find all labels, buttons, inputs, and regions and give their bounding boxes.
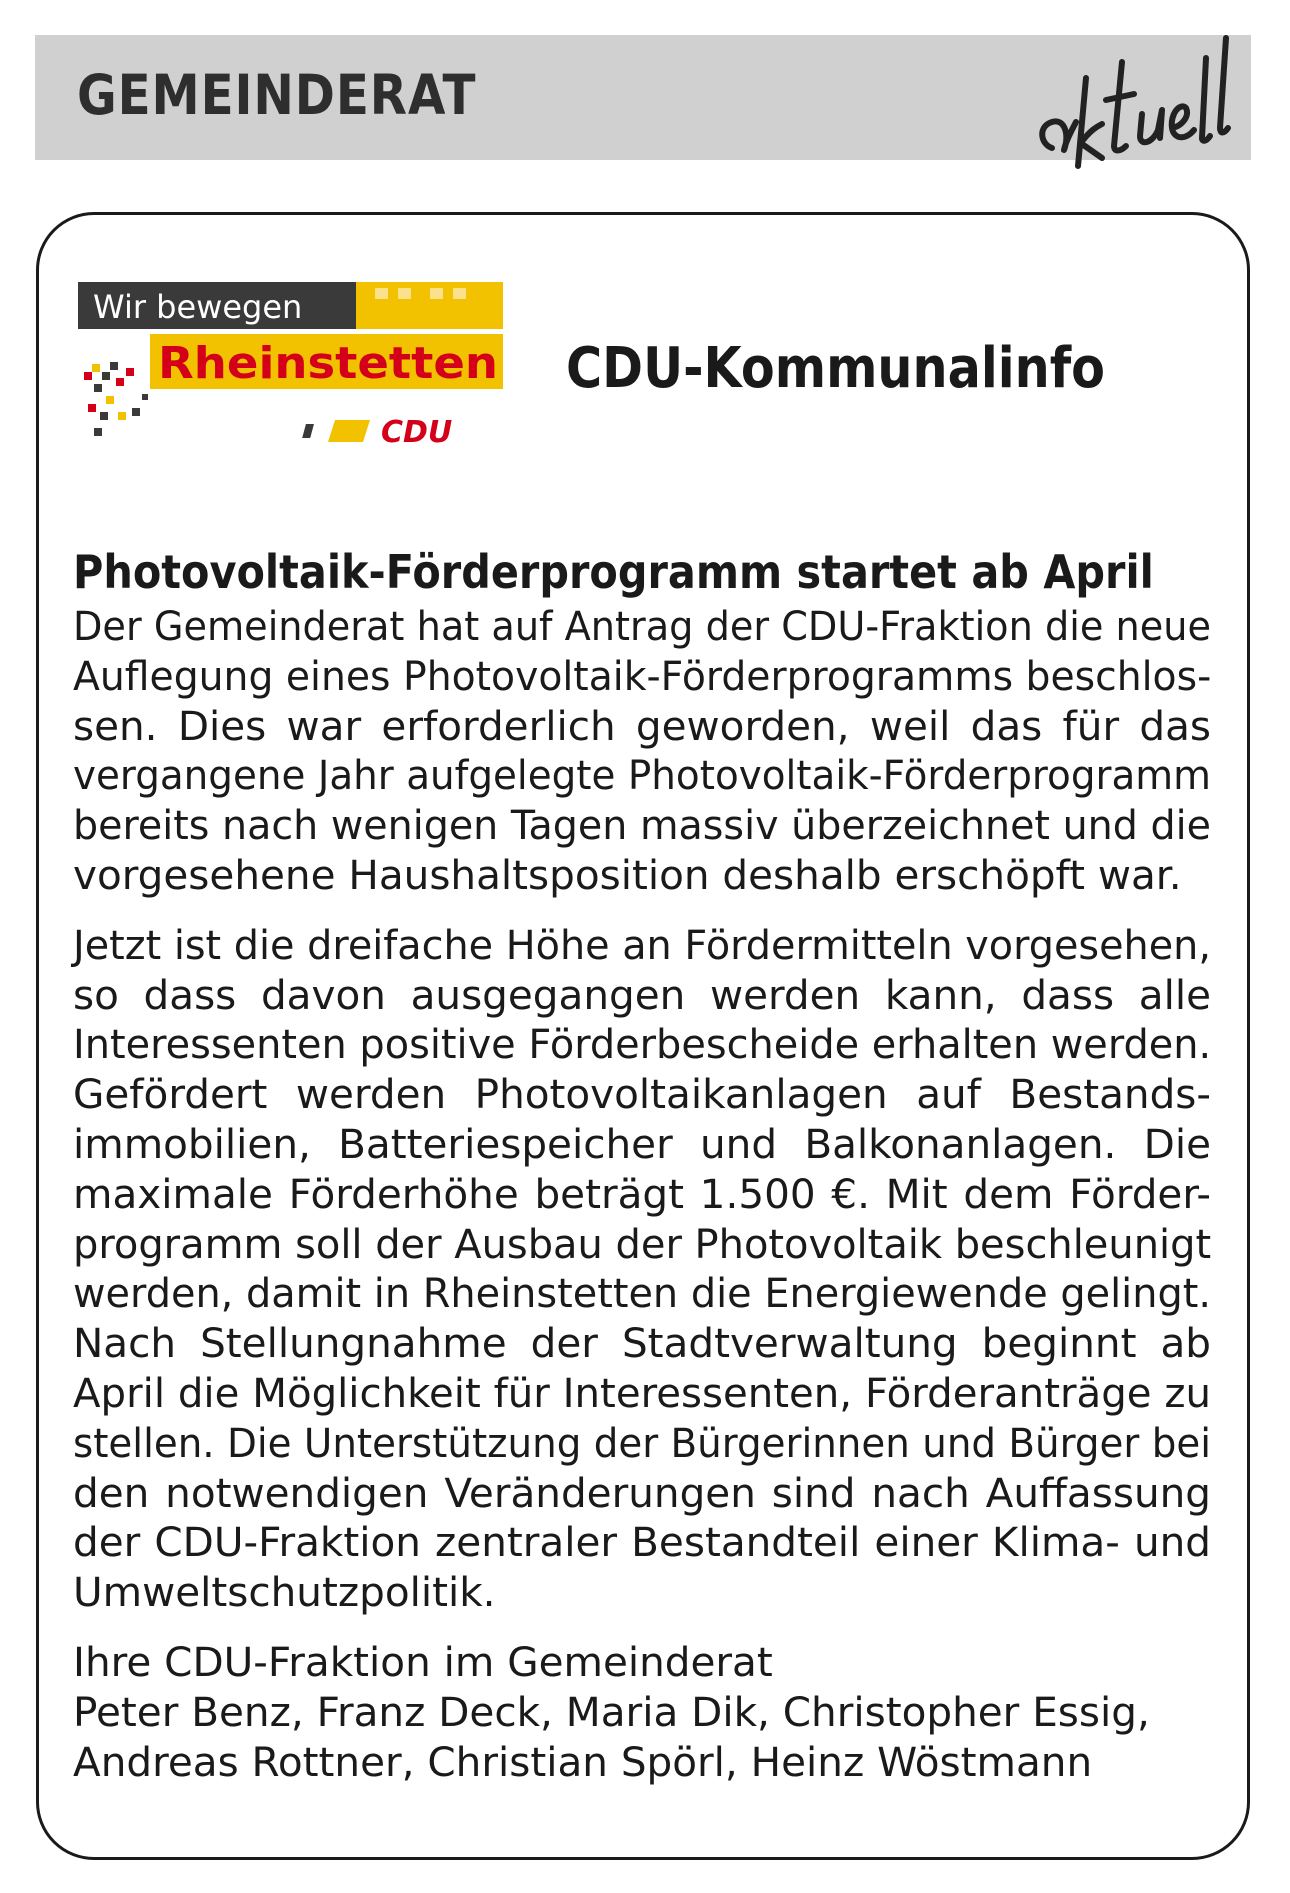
svg-text:Rheinstetten: Rheinstetten — [158, 338, 498, 389]
text-line: Umweltschutzpolitik. — [73, 1568, 496, 1617]
text-line: Nach Stellungnahme der Stadtverwaltung beginnt ab — [73, 1319, 1211, 1368]
text-line: werden, damit in Rheinstetten die Energiewende gelingt. — [73, 1269, 1211, 1318]
text-line: Interessenten positive Förderbescheide erhalten werden. — [73, 1020, 1212, 1069]
aktuell-handwritten-logo — [1030, 18, 1250, 178]
article-paragraph-1 — [73, 602, 1211, 901]
text-line: bereits nach wenigen Tagen massiv überzeichnet und die — [73, 801, 1211, 850]
text-line: vergangene Jahr aufgelegte Photovoltaik-Förderprogramm — [73, 751, 1211, 800]
text-line: Jetzt ist die dreifache Höhe an Fördermitteln vorgesehen, — [73, 920, 1211, 969]
text-line: der CDU-Fraktion zentraler Bestandteil einer Klima- und — [73, 1518, 1211, 1567]
text-line: Auflegung eines Photovoltaik-Förderprogramms beschlos- — [73, 651, 1212, 700]
signature-line: Ihre CDU-Fraktion im Gemeinderat — [73, 1637, 773, 1686]
kommunalinfo-title: CDU-Kommunalinfo — [566, 336, 1105, 401]
article-paragraph-2 — [73, 921, 1211, 1618]
svg-text:Wir bewegen: Wir bewegen — [93, 288, 303, 326]
text-line: April die Möglichkeit für Interessenten, Förderanträge zu — [73, 1368, 1211, 1417]
text-line: den notwendigen Veränderungen sind nach Auffassung — [73, 1468, 1211, 1517]
text-line: maximale Förderhöhe beträgt 1.500 €. Mit dem Förder- — [73, 1169, 1211, 1218]
text-line: Der Gemeinderat hat auf Antrag der CDU-Fraktion die neue — [73, 602, 1211, 650]
text-line: programm soll der Ausbau der Photovoltaik beschleunigt — [73, 1219, 1212, 1268]
article — [73, 543, 1211, 1787]
text-line: Gefördert werden Photovoltaikanlagen auf Bestands- — [73, 1070, 1211, 1119]
article-headline: Photovoltaik-Förderprogramm startet ab April — [73, 545, 1154, 599]
signature-line: Andreas Rottner, Christian Spörl, Heinz Wöstmann — [73, 1737, 1093, 1786]
text-line: so dass davon ausgegangen werden kann, dass alle — [73, 970, 1211, 1019]
cdu-rheinstetten-logo — [78, 282, 503, 457]
text-line: immobilien, Batteriespeicher und Balkonanlagen. Die — [73, 1119, 1211, 1168]
signature-line: Peter Benz, Franz Deck, Maria Dik, Christopher Essig, — [73, 1687, 1150, 1736]
text-line: stellen. Die Unterstützung der Bürgerinnen und Bürger bei — [73, 1418, 1211, 1467]
section-title: GEMEINDERAT — [77, 63, 477, 127]
signature-block — [73, 1638, 1211, 1787]
text-line: sen. Dies war erforderlich geworden, weil das für das — [73, 701, 1211, 750]
svg-text:CDU: CDU — [381, 415, 453, 450]
text-line: vorgesehene Haushaltsposition deshalb erschöpft war. — [73, 850, 1182, 899]
